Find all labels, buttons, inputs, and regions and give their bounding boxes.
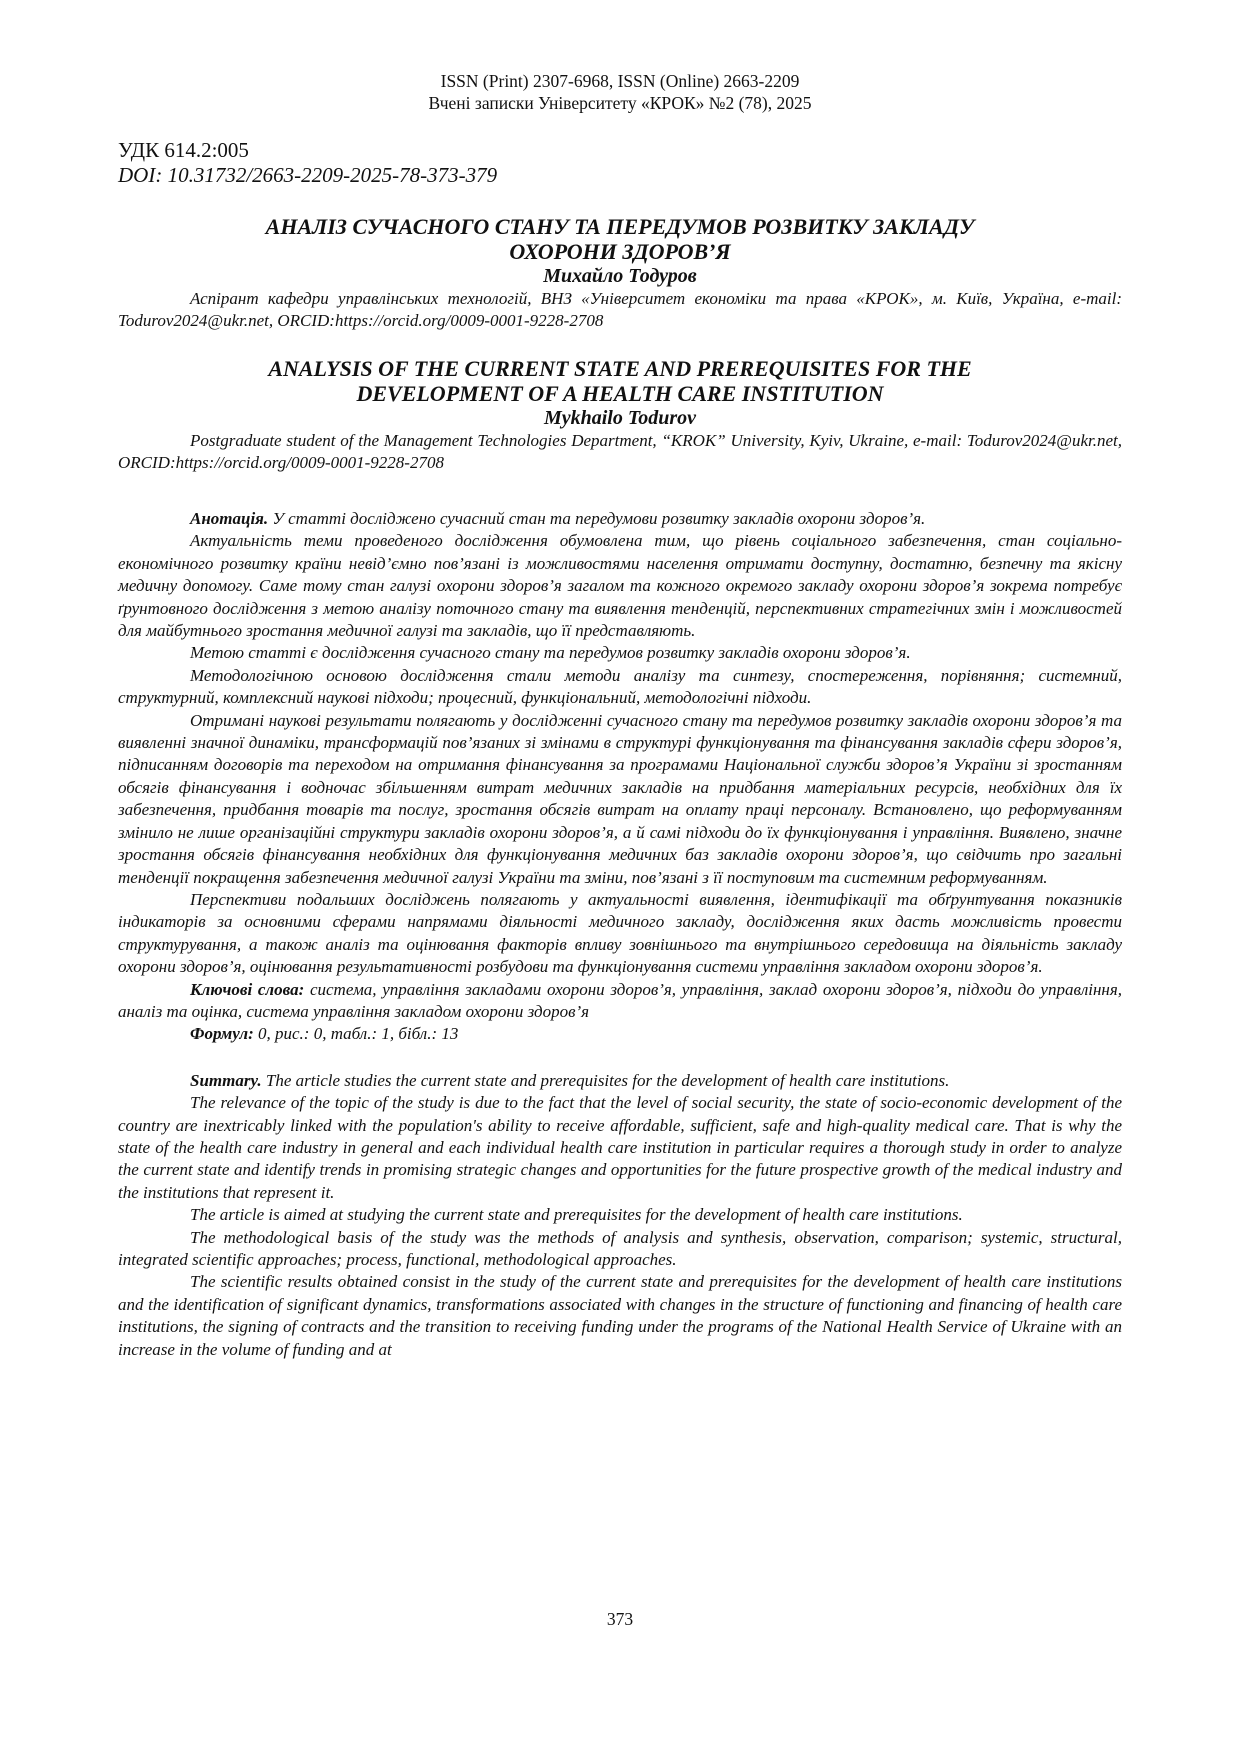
keywords-ua-label: Ключові слова:	[190, 979, 305, 999]
article-meta	[118, 138, 1122, 188]
abstract-en-p4: The methodological basis of the study was the methods of analysis and synthesis, observation, comparison; systemic, structural, integrated scientific approaches; process, functional, methodological approaches.	[118, 1227, 1122, 1269]
affiliation-en: Postgraduate student of the Management Technologies Department, “KROK” University, Kyiv, Ukraine, e-mail: Todurov2024@ukr.net, ORCID:https://orcid.org/0009-0001-9228-2708	[118, 431, 1122, 472]
page	[118, 70, 1122, 1361]
abstract-ua-p3: Метою статті є дослідження сучасного стану та передумов розвитку закладів охорони здоров’я.	[190, 643, 911, 663]
issn-line: ISSN (Print) 2307-6968, ISSN (Online) 2663-2209	[440, 71, 800, 91]
title-ua-line1: АНАЛІЗ СУЧАСНОГО СТАНУ ТА ПЕРЕДУМОВ РОЗВИТКУ ЗАКЛАДУ	[265, 214, 975, 239]
title-ua-line2: ОХОРОНИ ЗДОРОВ’Я	[509, 239, 731, 264]
abstract-en-p2: The relevance of the topic of the study is due to the fact that the level of social security, the state of socio-economic development of the country are inextricably linked with the population's ability to receive affordable, sufficient, safe and high-quality medical care. That is why the state of the health care industry in general and each individual health care institution in particular requires a thorough study in order to analyze the current state and identify trends in promising strategic changes and opportunities for the future prospective growth of the medical industry and the institutions that represent it.	[118, 1093, 1122, 1202]
formulas-ua: Формул: 0, рис.: 0, табл.: 1, бібл.: 13	[190, 1024, 459, 1044]
abstract-en-p3: The article is aimed at studying the current state and prerequisites for the development of health care institutions.	[190, 1205, 963, 1225]
title-en-line2: DEVELOPMENT OF A HEALTH CARE INSTITUTION	[356, 381, 884, 406]
abstract-ua-p4: Методологічною основою дослідження стали методи аналізу та синтезу, спостереження, порівняння; системний, структурний, комплексний наукові підходи; процесний, функціональний, методологічні підходи.	[118, 665, 1122, 708]
running-header	[118, 70, 1122, 114]
abstract-en-p1: Summary. The article studies the current state and prerequisites for the development of health care institutions.	[190, 1070, 950, 1090]
author-en: Mykhailo Todurov	[543, 407, 697, 429]
formulas-ua-label: Формул:	[190, 1024, 254, 1044]
abstract-en-p5: The scientific results obtained consist in the study of the current state and prerequisites for the development of health care institutions and the identification of significant dynamics, transformations associated with changes in the structure of functioning and financing of health care institutions, the signing of contracts and the transition to receiving funding under the programs of the National Health Service of Ukraine with an increase in the volume of funding and at	[118, 1272, 1122, 1359]
affiliation-ua: Аспірант кафедри управлінських технологій, ВНЗ «Університет економіки та права «КРОК», м. Київ, Україна, e-mail: Todurov2024@ukr.net, ORCID:https://orcid.org/0009-0001-9228-2708	[118, 289, 1122, 330]
journal-line: Вчені записки Університету «КРОК» №2 (78), 2025	[428, 93, 812, 113]
abstract-ua-p5: Отримані наукові результати полягають у дослідженні сучасного стану та передумов розвитку закладів охорони здоров’я та виявленні значної динаміки, трансформацій пов’язаних зі змінами в структурі функціонування та фінансування закладів сфери здоров’я, підписанням договорів та переходом на отримання фінансування за програмами Національної служби здоров’я України зі зростанням обсягів фінансування і водночас збільшенням витрат медичних закладів на придбання матеріальних ресурсів, необхідних для їх забезпечення, придбання товарів та послуг, зростання обсягів витрат на оплату праці персоналу. Встановлено, що реформуванням змінило не лише організаційні структури закладів охорони здоров’я, а й самі підходи до їх функціонування і управління. Виявлено, значне зростання обсягів фінансування необхідних для функціонування медичних баз закладів охорони здоров’я, що свідчить про загальні тенденції покращення забезпечення медичної галузі України та зміни, пов’язані з її поступовим та системним реформуванням.	[118, 710, 1122, 887]
title-en	[118, 356, 1122, 406]
abstract-ua-p1: Анотація. У статті досліджено сучасний стан та передумови розвитку закладів охорони здоров’я.	[190, 509, 926, 528]
title-en-line1: ANALYSIS OF THE CURRENT STATE AND PREREQUISITES FOR THE	[268, 356, 972, 381]
title-ua	[118, 214, 1122, 264]
keywords-ua: Ключові слова: система, управління закладами охорони здоров’я, управління, заклад охорони здоров’я, підходи до управління, аналіз та оцінка, система управління закладом охорони здоров’я	[118, 979, 1122, 1021]
abstract-ua-p6: Перспективи подальших досліджень полягають у актуальності виявлення, ідентифікації та обґрунтування показників індикаторів за основними сферами напрямами діяльності медичного закладу, дослідження яких дасть можливість провести структурування, а також аналіз та оцінювання факторів впливу зовнішнього та внутрішнього середовища на діяльність закладу охорони здоров’я, оцінювання результативності розбудови та функціонування системи управління закладом охорони здоров’я.	[118, 889, 1122, 977]
author-ua: Михайло Тодуров	[543, 265, 697, 287]
udc-code: УДК 614.2:005	[118, 138, 249, 162]
abstract-ua-p2: Актуальність теми проведеного дослідження обумовлена тим, що рівень соціального забезпечення, стан соціально-економічного розвитку країни невід’ємно пов’язані із можливостями населення отримати доступну, достатню, безпечну та якісну медичну допомогу. Саме тому стан галузі охорони здоров’я загалом та кожного окремого закладу охорони здоров’я зокрема потребує ґрунтовного дослідження з метою аналізу поточного стану та виявлення тенденцій, перспективних стратегічних змін і можливостей для майбутнього зростання медичної галузі та закладів, що її представляють.	[118, 531, 1122, 641]
doi: DOI: 10.31732/2663-2209-2025-78-373-379	[118, 163, 498, 187]
page-number: 373	[606, 1609, 634, 1629]
abstract-en	[118, 1070, 1122, 1361]
abstract-ua-label: Анотація.	[190, 509, 269, 528]
abstract-en-label: Summary.	[190, 1070, 262, 1090]
abstract-ua	[118, 508, 1122, 1046]
